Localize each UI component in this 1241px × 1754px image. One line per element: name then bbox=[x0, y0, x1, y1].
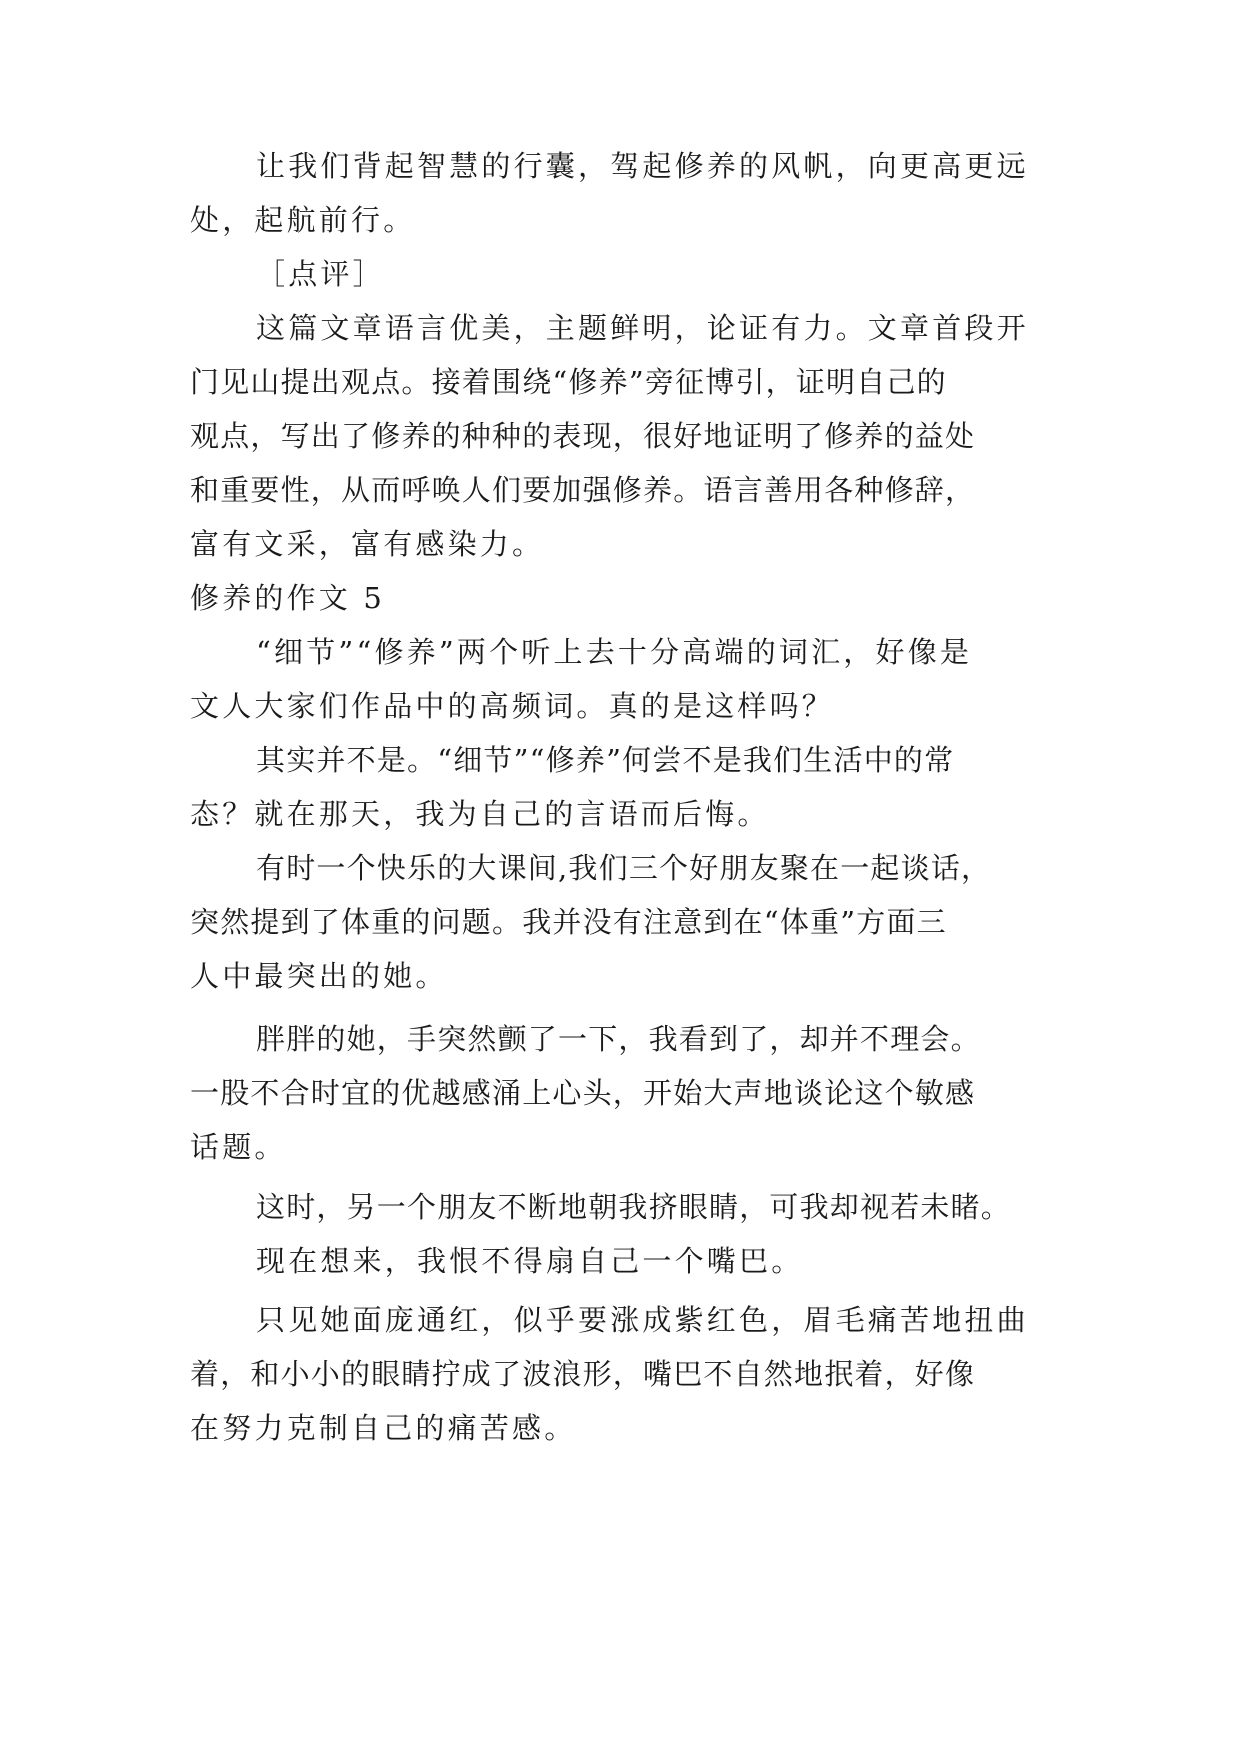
text-line: 观点，写出了修养的种种的表现，很好地证明了修养的益处 bbox=[190, 419, 976, 453]
review-heading: ［点评］ bbox=[256, 257, 385, 291]
text-line: 让我们背起智慧的行囊，驾起修养的风帆，向更高更远 bbox=[256, 149, 1029, 183]
text-line: “细节”“修养”两个听上去十分高端的词汇，好像是 bbox=[256, 635, 973, 669]
text-line: 在努力克制自己的痛苦感。 bbox=[190, 1411, 577, 1445]
section-title: 修养的作文 5 bbox=[190, 581, 386, 615]
text-line: 人中最突出的她。 bbox=[190, 959, 448, 993]
text-line: 和重要性，从而呼唤人们要加强修养。语言善用各种修辞， bbox=[190, 473, 976, 507]
text-line: 只见她面庞通红，似乎要涨成紫红色，眉毛痛苦地扭曲 bbox=[256, 1303, 1029, 1337]
text-line: 门见山提出观点。接着围绕“修养”旁征博引，证明自己的 bbox=[190, 365, 947, 399]
text-line: 一股不合时宜的优越感涌上心头，开始大声地谈论这个敏感 bbox=[190, 1076, 976, 1110]
text-line: 处，起航前行。 bbox=[190, 203, 416, 237]
text-line: 突然提到了体重的问题。我并没有注意到在“体重”方面三 bbox=[190, 905, 947, 939]
text-line: 文人大家们作品中的高频词。真的是这样吗？ bbox=[190, 689, 835, 723]
text-line: 胖胖的她，手突然颤了一下，我看到了，却并不理会。 bbox=[256, 1022, 981, 1056]
text-line: 现在想来，我恨不得扇自己一个嘴巴。 bbox=[256, 1244, 804, 1278]
text-line: 这篇文章语言优美，主题鲜明，论证有力。文章首段开 bbox=[256, 311, 1029, 345]
text-line: 其实并不是。“细节”“修养”何尝不是我们生活中的常 bbox=[256, 743, 955, 777]
text-line: 这时，另一个朋友不断地朝我挤眼睛，可我却视若未睹。 bbox=[256, 1190, 1012, 1224]
text-line: 话题。 bbox=[190, 1130, 287, 1164]
text-line: 有时一个快乐的大课间,我们三个好朋友聚在一起谈话， bbox=[256, 851, 992, 885]
text-line: 富有文采，富有感染力。 bbox=[190, 527, 545, 561]
text-line: 态？就在那天，我为自己的言语而后悔。 bbox=[190, 797, 770, 831]
text-line: 着，和小小的眼睛拧成了波浪形，嘴巴不自然地抿着，好像 bbox=[190, 1357, 976, 1391]
